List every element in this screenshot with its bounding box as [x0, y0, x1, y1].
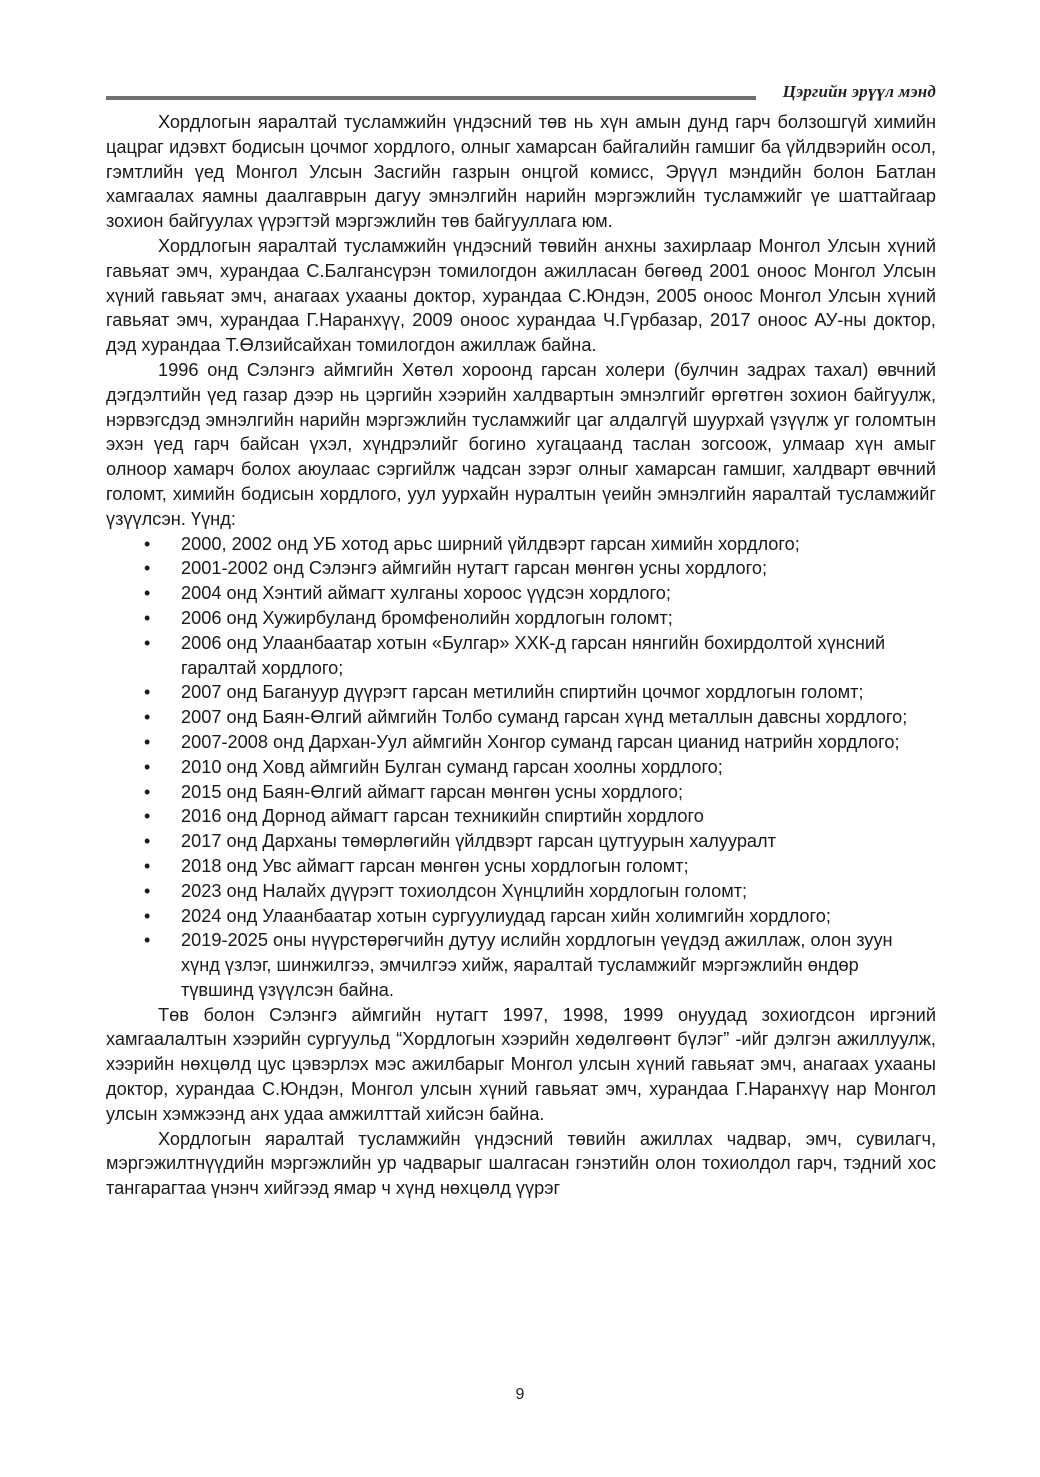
- list-item: • 2007 онд Багануур дүүрэгт гарсан метилийн спиртийн цочмог хордлогын голомт;: [106, 680, 936, 705]
- incident-list: [106, 532, 936, 1003]
- list-item: • 2007 онд Баян-Өлгий аймгийн Толбо суманд гарсан хүнд металлын давсны хордлого;: [106, 705, 936, 730]
- bullet-icon: •: [144, 905, 151, 926]
- list-item: • 2018 онд Увс аймагт гарсан мөнгөн усны хордлогын голомт;: [106, 854, 936, 879]
- bullet-icon: •: [144, 930, 151, 951]
- header-rule: [106, 96, 756, 100]
- page-number: 9: [515, 1386, 525, 1403]
- bullet-icon: •: [144, 558, 151, 579]
- list-item: • 2007-2008 онд Дархан-Уул аймгийн Хонгор суманд гарсан цианид натрийн хордлого;: [106, 730, 936, 755]
- bullet-icon: •: [144, 533, 151, 554]
- list-item: • 2000, 2002 онд УБ хотод арьс ширний үйлдвэрт гарсан химийн хордлого;: [106, 532, 936, 557]
- list-item: • 2010 онд Ховд аймгийн Булган суманд гарсан хоолны хордлого;: [106, 755, 936, 780]
- bullet-icon: •: [144, 831, 151, 852]
- body-content: [106, 110, 936, 1201]
- list-item: • 2024 онд Улаанбаатар хотын сургуулиудад гарсан хийн холимгийн хордлого;: [106, 904, 936, 929]
- list-item: • 2006 онд Улаанбаатар хотын «Булгар» ХХК-д гарсан нянгийн бохирдолтой хүнсний гаралтай хордлого;: [144, 632, 886, 678]
- bullet-icon: •: [144, 880, 151, 901]
- running-header: [106, 80, 936, 110]
- list-item: • 2015 онд Баян-Өлгий аймагт гарсан мөнгөн усны хордлого;: [106, 780, 936, 805]
- list-item: • 2006 онд Хужирбуланд бромфенолийн хордлогын голомт;: [106, 606, 936, 631]
- list-item: • 2017 онд Дарханы төмөрлөгийн үйлдвэрт гарсан цутгуурын халууралт: [106, 829, 936, 854]
- list-item: • 2019-2025 оны нүүрстөрөгчийн дутуу ислийн хордлогын үеүдэд ажиллаж, олон зуун хүнд үзлэг, шинжилгээ, эмчилгээ хийж, яаралтай тусламжийг мэргэжлийн өндөр түвшинд үзүүлсэн байна.: [144, 930, 893, 1000]
- bullet-icon: •: [144, 756, 151, 777]
- bullet-icon: •: [144, 855, 151, 876]
- bullet-icon: •: [144, 806, 151, 827]
- bullet-icon: •: [144, 707, 151, 728]
- list-item: • 2016 онд Дорнод аймагт гарсан техникийн спиртийн хордлого: [106, 804, 936, 829]
- paragraph-directors: Хордлогын яаралтай тусламжийн үндэсний төвийн анхны захирлаар Монгол Улсын хүний гавьяат эмч, хурандаа С.Балгансүрэн томилогдон ажилласан бөгөөд 2001 оноос Монгол Улсын хүний гавьяат эмч, анагаах ухааны доктор, хурандаа С.Юндэн, 2005 оноос Монгол Улсын хүний гавьяат эмч, хурандаа Г.Наранхүү, 2009 оноос хурандаа Ч.Гүрбазар, 2017 оноос АУ-ны доктор, дэд хурандаа Т.Өлзийсайхан томилогдон ажиллаж байна.: [106, 235, 936, 356]
- paragraph-capability: Хордлогын яаралтай тусламжийн үндэсний төвийн ажиллах чадвар, эмч, сувилагч, мэргэжилтнүүдийн мэргэжлийн ур чадварыг шалгасан гэнэтийн олон тохиолдол гарч, тэдний хос тангарагтаа үнэнч хийгээд ямар ч хүнд нөхцөлд үүрэг: [106, 1128, 936, 1199]
- bullet-icon: •: [144, 731, 151, 752]
- bullet-icon: •: [144, 781, 151, 802]
- list-item: • 2001-2002 онд Сэлэнгэ аймгийн нутагт гарсан мөнгөн усны хордлого;: [106, 556, 936, 581]
- list-item: • 2004 онд Хэнтий аймагт хулганы хороос үүдсэн хордлого;: [106, 581, 936, 606]
- bullet-icon: •: [144, 583, 151, 604]
- paragraph-1996-outbreak: 1996 онд Сэлэнгэ аймгийн Хөтөл хороонд гарсан холери (булчин задрах тахал) өвчний дэгдэлтийн үед газар дээр нь цэргийн хээрийн халдвартын эмнэлгийг өргөтгөн зохион байгуулж, нэрвэгсдэд эмнэлгийн нарийн мэргэжлийн тусламжийг цаг алдалгүй шуурхай үзүүлж уг голомтын эхэн үед гарч байсан үхэл, хүндрэлийг богино хугацаанд таслан зогсоож, улмаар хүн амыг олноор хамарч болох аюулаас сэргийлж чадсан зэрэг олныг хамарсан гамшиг, халдварт өвчний голомт, химийн бодисын хордлого, уул уурхайн нуралтын үеийн эмнэлгийн яаралтай тусламжийг үзүүлсэн. Үүнд:: [106, 359, 936, 529]
- header-title: Цэргийн эрүүл мэнд: [782, 82, 936, 101]
- bullet-icon: •: [144, 682, 151, 703]
- list-item: • 2023 онд Налайх дүүрэгт тохиолдсон Хүнцлийн хордлогын голомт;: [106, 879, 936, 904]
- bullet-icon: •: [144, 607, 151, 628]
- bullet-icon: •: [144, 632, 151, 653]
- paragraph-field-training: Төв болон Сэлэнгэ аймгийн нутагт 1997, 1998, 1999 онуудад зохиогдсон иргэний хамгаалалтын хээрийн сургуульд “Хордлогын хээрийн хөдөлгөөнт бүлэг” -ийг дэлгэн ажиллуулж, хээрийн нөхцөлд цус цэвэрлэх мэс ажилбарыг Монгол улсын хүний гавьяат эмч, анагаах ухааны доктор, хурандаа С.Юндэн, Монгол улсын хүний гавьяат эмч, хурандаа Г.Наранхүү нар Монгол улсын хэмжээнд анх удаа амжилттай хийсэн байна.: [106, 1004, 936, 1124]
- paragraph-center-description: Хордлогын яаралтай тусламжийн үндэсний төв нь хүн амын дунд гарч болзошгүй химийн цацраг идэвхт бодисын цочмог хордлого, олныг хамарсан байгалийн гамшиг ба үйлдвэрийн осол, гэмтлийн үед Монгол Улсын Засгийн газрын онцгой комисс, Эрүүл мэндийн болон Батлан хамгаалах яамны даалгаврын дагуу эмнэлгийн нарийн мэргэжлийн тусламжийг үе шаттайгаар зохион байгуулах үүрэгтэй мэргэжлийн төв байгууллага юм.: [106, 112, 936, 232]
